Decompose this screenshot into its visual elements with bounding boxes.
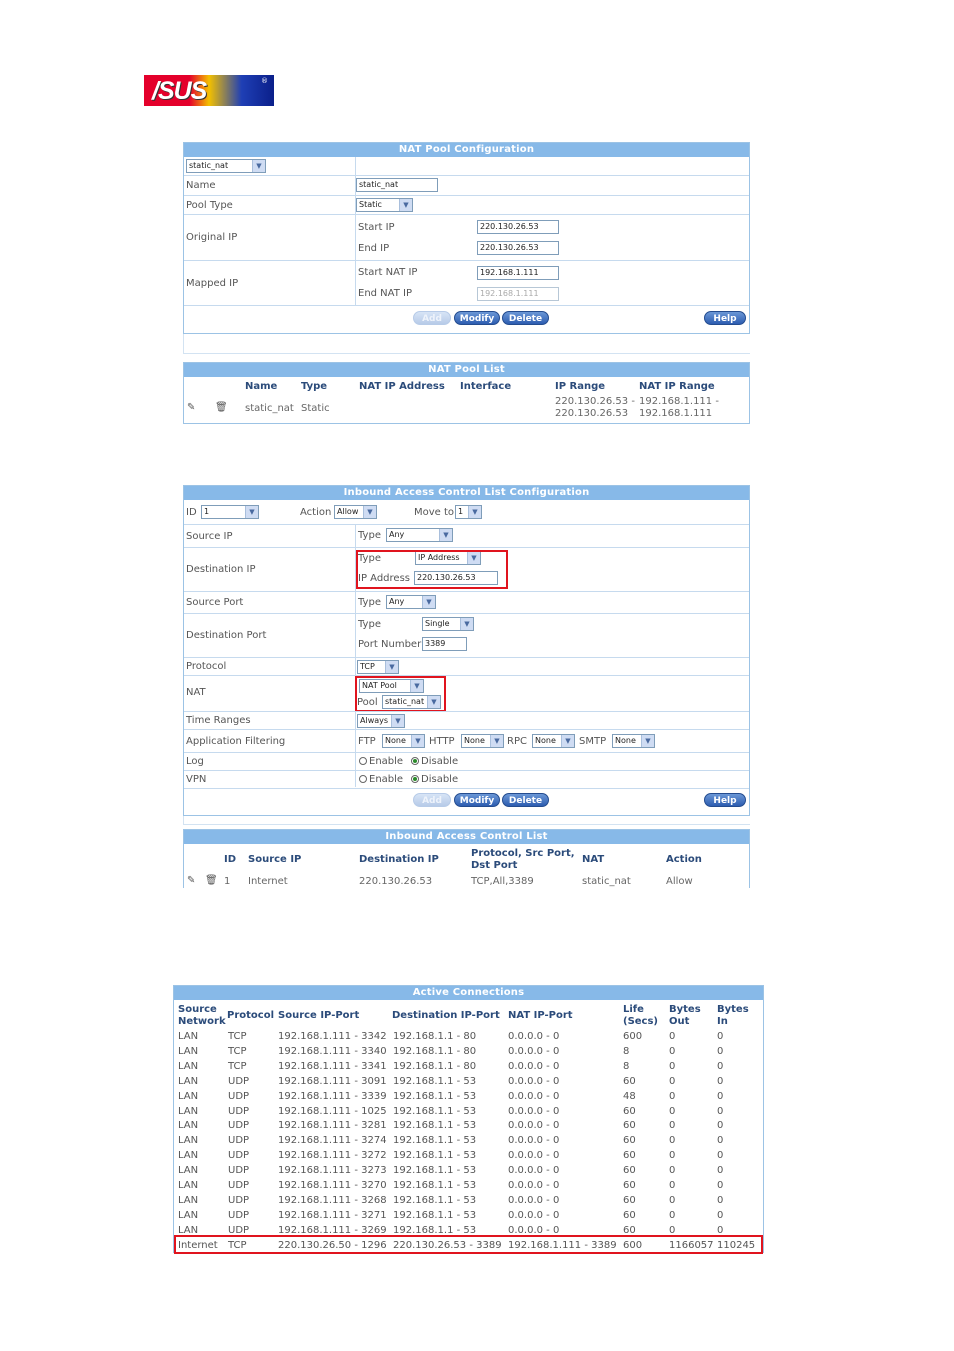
rpc-select[interactable]: None ▼ bbox=[532, 734, 575, 748]
ac-cell-src-ip-port: 192.168.1.111 - 3342 bbox=[278, 1031, 387, 1042]
ac-cell-src: LAN bbox=[178, 1150, 199, 1162]
chevron-down-icon: ▼ bbox=[427, 696, 440, 708]
time-ranges-select[interactable]: Always ▼ bbox=[357, 714, 405, 728]
chevron-down-icon: ▼ bbox=[460, 618, 473, 630]
end-ip-label: End IP bbox=[358, 243, 390, 254]
app-filter-label: Application Filtering bbox=[186, 736, 286, 747]
ac-cell-bytes-out: 1166057 bbox=[669, 1239, 714, 1251]
radio-on-icon bbox=[411, 757, 419, 765]
ac-cell-protocol: UDP bbox=[228, 1224, 250, 1236]
edit-pencil-icon[interactable]: ✎ bbox=[187, 402, 196, 413]
dest-ip-type-select[interactable]: IP Address ▼ bbox=[415, 551, 481, 565]
ac-cell-life: 600 bbox=[623, 1239, 643, 1251]
ac-cell-dst-ip-port: 192.168.1.1 - 53 bbox=[393, 1150, 477, 1162]
chevron-down-icon: ▼ bbox=[467, 552, 480, 564]
acl-modify-button[interactable]: Modify bbox=[454, 793, 500, 807]
ac-col-src-ip-port: Source IP-Port bbox=[278, 1010, 360, 1021]
ac-cell-src: LAN bbox=[178, 1031, 199, 1042]
ac-cell-src-ip-port: 192.168.1.111 - 3270 bbox=[278, 1180, 387, 1191]
ac-cell-protocol: UDP bbox=[228, 1150, 250, 1162]
ac-cell-nat-ip-port: 0.0.0.0 - 0 bbox=[508, 1120, 560, 1132]
ac-cell-protocol: UDP bbox=[228, 1105, 250, 1117]
pool-select[interactable]: static_nat ▼ bbox=[186, 159, 266, 173]
ac-cell-bytes-in: 0 bbox=[717, 1105, 724, 1117]
ac-cell-bytes-in: 110245 bbox=[717, 1239, 756, 1251]
acl-config-title: Inbound Access Control List Configuration bbox=[184, 486, 749, 500]
highlight-dest-ip bbox=[356, 550, 508, 589]
col-nat-ip: NAT IP Address bbox=[359, 381, 445, 392]
port-number-label: Port Number bbox=[358, 639, 422, 650]
radio-off-icon bbox=[359, 775, 367, 783]
acl-row-id: 1 bbox=[224, 876, 231, 887]
ac-cell-nat-ip-port: 0.0.0.0 - 0 bbox=[508, 1105, 560, 1117]
log-label: Log bbox=[186, 756, 204, 767]
http-select[interactable]: None ▼ bbox=[461, 734, 504, 748]
ac-cell-life: 60 bbox=[623, 1120, 636, 1132]
acl-col-id: ID bbox=[224, 854, 237, 865]
ac-cell-bytes-out: 0 bbox=[669, 1075, 676, 1087]
ac-cell-nat-ip-port: 0.0.0.0 - 0 bbox=[508, 1150, 560, 1162]
ac-cell-nat-ip-port: 0.0.0.0 - 0 bbox=[508, 1224, 560, 1236]
ac-cell-protocol: TCP bbox=[228, 1045, 247, 1057]
ac-cell-life: 8 bbox=[623, 1060, 630, 1072]
ac-cell-src-ip-port: 192.168.1.111 - 3271 bbox=[278, 1209, 387, 1221]
radio-off-icon bbox=[359, 757, 367, 765]
acl-col-proto-1: Protocol, Src Port, bbox=[471, 848, 575, 859]
help-button[interactable]: Help bbox=[704, 311, 746, 325]
ac-cell-src-ip-port: 192.168.1.111 - 3273 bbox=[278, 1165, 387, 1177]
ac-cell-bytes-in: 0 bbox=[717, 1031, 724, 1042]
ac-cell-bytes-in: 0 bbox=[717, 1060, 724, 1072]
row-name: static_nat bbox=[245, 403, 294, 414]
ac-cell-protocol: UDP bbox=[228, 1209, 250, 1221]
dest-port-type-select[interactable]: Single ▼ bbox=[422, 617, 474, 631]
acl-row-action: Allow bbox=[666, 876, 693, 887]
protocol-label: Protocol bbox=[186, 661, 227, 672]
acl-delete-button[interactable]: Delete bbox=[502, 793, 549, 807]
ac-cell-dst-ip-port: 192.168.1.1 - 80 bbox=[393, 1060, 477, 1072]
chevron-down-icon: ▼ bbox=[422, 596, 435, 608]
ac-cell-life: 60 bbox=[623, 1180, 636, 1191]
pool-label: Pool bbox=[357, 697, 378, 708]
dest-ip-type-label: Type bbox=[358, 553, 381, 564]
end-nat-ip-label: End NAT IP bbox=[358, 288, 412, 299]
highlight-nat bbox=[355, 676, 446, 712]
ac-cell-bytes-out: 0 bbox=[669, 1165, 676, 1177]
ac-cell-dst-ip-port: 192.168.1.1 - 53 bbox=[393, 1165, 477, 1177]
ac-col-src-1: Source bbox=[178, 1004, 217, 1015]
source-port-type-select[interactable]: Any ▼ bbox=[386, 595, 436, 609]
ac-cell-nat-ip-port: 0.0.0.0 - 0 bbox=[508, 1165, 560, 1177]
acl-col-dst-ip: Destination IP bbox=[359, 854, 439, 865]
ac-cell-bytes-out: 0 bbox=[669, 1031, 676, 1042]
ac-col-out-2: Out bbox=[669, 1016, 690, 1027]
ac-cell-nat-ip-port: 0.0.0.0 - 0 bbox=[508, 1194, 560, 1206]
action-label: Action bbox=[300, 507, 332, 518]
ip-address-label: IP Address bbox=[358, 573, 410, 584]
pool-type-label: Pool Type bbox=[186, 200, 233, 211]
acl-row-dst-ip: 220.130.26.53 bbox=[359, 876, 433, 887]
ac-cell-src: LAN bbox=[178, 1224, 199, 1236]
ac-cell-protocol: UDP bbox=[228, 1165, 250, 1177]
modify-button[interactable]: Modify bbox=[454, 311, 500, 325]
ac-cell-dst-ip-port: 192.168.1.1 - 53 bbox=[393, 1194, 477, 1206]
col-ip-range: IP Range bbox=[555, 381, 606, 392]
name-label: Name bbox=[186, 180, 216, 191]
ac-cell-protocol: TCP bbox=[228, 1031, 247, 1042]
ac-cell-dst-ip-port: 192.168.1.1 - 53 bbox=[393, 1105, 477, 1117]
protocol-select[interactable]: TCP ▼ bbox=[357, 660, 399, 674]
ac-cell-bytes-in: 0 bbox=[717, 1090, 724, 1102]
name-input[interactable]: static_nat bbox=[356, 178, 438, 192]
acl-help-button[interactable]: Help bbox=[704, 793, 746, 807]
acl-list-panel bbox=[183, 829, 750, 888]
asus-logo bbox=[144, 75, 274, 106]
nat-pool-list-panel bbox=[183, 362, 750, 424]
ip-address-input[interactable]: 220.130.26.53 bbox=[414, 571, 498, 585]
mapped-ip-label: Mapped IP bbox=[186, 278, 239, 289]
ac-cell-src: LAN bbox=[178, 1045, 199, 1057]
add-button: Add bbox=[413, 311, 451, 325]
acl-row-proto: TCP,All,3389 bbox=[471, 876, 534, 887]
ac-cell-src-ip-port: 192.168.1.111 - 3339 bbox=[278, 1090, 387, 1102]
ac-cell-dst-ip-port: 192.168.1.1 - 53 bbox=[393, 1075, 477, 1087]
ac-cell-life: 48 bbox=[623, 1090, 636, 1102]
vpn-enable-radio[interactable]: Enable bbox=[359, 774, 403, 785]
ac-cell-dst-ip-port: 192.168.1.1 - 80 bbox=[393, 1031, 477, 1042]
ftp-select[interactable]: None ▼ bbox=[382, 734, 425, 748]
moveto-select[interactable]: 1 ▼ bbox=[455, 505, 482, 519]
ac-cell-life: 60 bbox=[623, 1209, 636, 1221]
ac-cell-src-ip-port: 220.130.26.50 - 1296 bbox=[278, 1239, 387, 1251]
ac-cell-bytes-in: 0 bbox=[717, 1209, 724, 1221]
trash-icon[interactable]: 🗑 bbox=[215, 402, 228, 413]
ac-col-in-2: In bbox=[717, 1016, 728, 1027]
ac-cell-bytes-in: 0 bbox=[717, 1194, 724, 1206]
ac-cell-life: 8 bbox=[623, 1045, 630, 1057]
ac-cell-protocol: UDP bbox=[228, 1135, 250, 1147]
log-disable-radio[interactable]: Disable bbox=[411, 756, 458, 767]
acl-col-action: Action bbox=[666, 854, 702, 865]
acl-add-button: Add bbox=[413, 793, 451, 807]
row-ip-range-2: 220.130.26.53 bbox=[555, 408, 629, 419]
ac-cell-src-ip-port: 192.168.1.111 - 3091 bbox=[278, 1075, 387, 1087]
ac-cell-src: LAN bbox=[178, 1075, 199, 1087]
delete-button[interactable]: Delete bbox=[502, 311, 549, 325]
pool-select-acl[interactable]: static_nat ▼ bbox=[382, 695, 441, 709]
ac-cell-nat-ip-port: 0.0.0.0 - 0 bbox=[508, 1209, 560, 1221]
logo-text: /SUS bbox=[152, 77, 207, 105]
highlight-internet-row bbox=[174, 1235, 763, 1254]
ac-cell-bytes-out: 0 bbox=[669, 1150, 676, 1162]
id-select[interactable]: 1 ▼ bbox=[201, 505, 259, 519]
ac-cell-src: LAN bbox=[178, 1120, 199, 1132]
start-nat-ip-input[interactable]: 192.168.1.111 bbox=[477, 266, 559, 280]
dest-port-type-label: Type bbox=[358, 619, 381, 630]
trash-icon[interactable]: 🗑 bbox=[205, 875, 218, 886]
ac-cell-bytes-out: 0 bbox=[669, 1120, 676, 1132]
ac-cell-protocol: TCP bbox=[228, 1239, 247, 1251]
ac-cell-bytes-out: 0 bbox=[669, 1180, 676, 1191]
chevron-down-icon: ▼ bbox=[245, 506, 258, 518]
active-connections-panel bbox=[173, 985, 764, 1253]
start-nat-ip-label: Start NAT IP bbox=[358, 267, 418, 278]
ac-cell-dst-ip-port: 192.168.1.1 - 53 bbox=[393, 1135, 477, 1147]
row-ip-range-1: 220.130.26.53 - bbox=[555, 396, 635, 407]
ac-cell-bytes-out: 0 bbox=[669, 1105, 676, 1117]
acl-list-title: Inbound Access Control List bbox=[184, 830, 749, 844]
active-connections-title: Active Connections bbox=[174, 986, 763, 1000]
smtp-label: SMTP bbox=[579, 736, 607, 747]
ac-col-src-2: Network bbox=[178, 1016, 226, 1027]
ac-cell-nat-ip-port: 0.0.0.0 - 0 bbox=[508, 1060, 560, 1072]
ac-cell-src-ip-port: 192.168.1.111 - 3274 bbox=[278, 1135, 387, 1147]
source-ip-type-select[interactable]: Any ▼ bbox=[386, 528, 453, 542]
ac-cell-protocol: UDP bbox=[228, 1180, 250, 1191]
ac-col-life-1: Life bbox=[623, 1004, 644, 1015]
ac-cell-protocol: UDP bbox=[228, 1090, 250, 1102]
id-label: ID bbox=[186, 507, 197, 518]
ac-cell-bytes-in: 0 bbox=[717, 1165, 724, 1177]
ac-cell-nat-ip-port: 0.0.0.0 - 0 bbox=[508, 1075, 560, 1087]
ac-cell-src: Internet bbox=[178, 1239, 218, 1251]
ac-cell-dst-ip-port: 192.168.1.1 - 53 bbox=[393, 1090, 477, 1102]
ac-cell-src-ip-port: 192.168.1.111 - 3269 bbox=[278, 1224, 387, 1236]
ac-cell-life: 60 bbox=[623, 1194, 636, 1206]
action-select[interactable]: Allow ▼ bbox=[334, 505, 377, 519]
ac-cell-life: 60 bbox=[623, 1135, 636, 1147]
ac-cell-bytes-out: 0 bbox=[669, 1090, 676, 1102]
ac-cell-nat-ip-port: 0.0.0.0 - 0 bbox=[508, 1045, 560, 1057]
end-nat-ip-input: 192.168.1.111 bbox=[477, 287, 559, 301]
ac-cell-bytes-in: 0 bbox=[717, 1120, 724, 1132]
chevron-down-icon: ▼ bbox=[468, 506, 481, 518]
ac-cell-dst-ip-port: 192.168.1.1 - 53 bbox=[393, 1180, 477, 1191]
ac-cell-bytes-out: 0 bbox=[669, 1209, 676, 1221]
acl-col-nat: NAT bbox=[582, 854, 605, 865]
chevron-down-icon: ▼ bbox=[399, 199, 412, 211]
ac-cell-bytes-out: 0 bbox=[669, 1194, 676, 1206]
source-ip-type-label: Type bbox=[358, 530, 381, 541]
ac-cell-src: LAN bbox=[178, 1209, 199, 1221]
http-label: HTTP bbox=[429, 736, 455, 747]
chevron-down-icon: ▼ bbox=[411, 735, 424, 747]
row-nat-range-2: 192.168.1.111 bbox=[639, 408, 713, 419]
ac-cell-src: LAN bbox=[178, 1180, 199, 1191]
ac-cell-src: LAN bbox=[178, 1135, 199, 1147]
acl-config-panel bbox=[183, 485, 750, 816]
time-ranges-label: Time Ranges bbox=[186, 715, 251, 726]
ac-cell-life: 60 bbox=[623, 1105, 636, 1117]
chevron-down-icon: ▼ bbox=[363, 506, 376, 518]
ac-col-nat-ip-port: NAT IP-Port bbox=[508, 1010, 573, 1021]
nat-pool-config-panel bbox=[183, 142, 750, 334]
ac-cell-life: 60 bbox=[623, 1224, 636, 1236]
ac-cell-protocol: UDP bbox=[228, 1120, 250, 1132]
chevron-down-icon: ▼ bbox=[641, 735, 654, 747]
ac-cell-dst-ip-port: 220.130.26.53 - 3389 bbox=[393, 1239, 502, 1251]
chevron-down-icon: ▼ bbox=[410, 680, 423, 692]
start-ip-input[interactable]: 220.130.26.53 bbox=[477, 220, 559, 234]
nat-pool-config-title: NAT Pool Configuration bbox=[184, 143, 749, 157]
ac-cell-dst-ip-port: 192.168.1.1 - 53 bbox=[393, 1224, 477, 1236]
ac-col-life-2: (Secs) bbox=[623, 1016, 659, 1027]
ac-cell-src-ip-port: 192.168.1.111 - 3340 bbox=[278, 1045, 387, 1057]
row-type: Static bbox=[301, 403, 330, 414]
ac-col-dst-ip-port: Destination IP-Port bbox=[392, 1010, 500, 1021]
acl-row-src-ip: Internet bbox=[248, 876, 288, 887]
row-nat-range-1: 192.168.1.111 - bbox=[639, 396, 719, 407]
ac-cell-bytes-in: 0 bbox=[717, 1224, 724, 1236]
logo-registered-mark: ® bbox=[261, 77, 268, 85]
pool-type-select[interactable]: Static ▼ bbox=[356, 198, 413, 212]
ac-cell-dst-ip-port: 192.168.1.1 - 80 bbox=[393, 1045, 477, 1057]
acl-col-src-ip: Source IP bbox=[248, 854, 302, 865]
vpn-disable-radio[interactable]: Disable bbox=[411, 774, 458, 785]
ac-cell-bytes-in: 0 bbox=[717, 1180, 724, 1191]
ac-cell-bytes-out: 0 bbox=[669, 1060, 676, 1072]
radio-on-icon bbox=[411, 775, 419, 783]
ac-cell-dst-ip-port: 192.168.1.1 - 53 bbox=[393, 1120, 477, 1132]
ac-cell-src: LAN bbox=[178, 1165, 199, 1177]
ac-cell-nat-ip-port: 192.168.1.111 - 3389 bbox=[508, 1239, 617, 1251]
ac-cell-nat-ip-port: 0.0.0.0 - 0 bbox=[508, 1180, 560, 1191]
ac-cell-life: 60 bbox=[623, 1075, 636, 1087]
ac-cell-src-ip-port: 192.168.1.111 - 3272 bbox=[278, 1150, 387, 1162]
chevron-down-icon: ▼ bbox=[490, 735, 503, 747]
chevron-down-icon: ▼ bbox=[439, 529, 452, 541]
ac-cell-bytes-in: 0 bbox=[717, 1150, 724, 1162]
acl-row-nat: static_nat bbox=[582, 876, 631, 887]
ac-cell-life: 60 bbox=[623, 1150, 636, 1162]
ac-cell-bytes-out: 0 bbox=[669, 1045, 676, 1057]
ac-cell-src: LAN bbox=[178, 1060, 199, 1072]
ac-cell-protocol: UDP bbox=[228, 1075, 250, 1087]
ac-cell-src: LAN bbox=[178, 1194, 199, 1206]
dest-port-label: Destination Port bbox=[186, 630, 267, 641]
source-ip-label: Source IP bbox=[186, 531, 233, 542]
source-port-type-label: Type bbox=[358, 597, 381, 608]
col-type: Type bbox=[301, 381, 328, 392]
col-name: Name bbox=[245, 381, 278, 392]
col-nat-ip-range: NAT IP Range bbox=[639, 381, 715, 392]
ac-cell-src: LAN bbox=[178, 1105, 199, 1117]
ac-cell-bytes-in: 0 bbox=[717, 1135, 724, 1147]
chevron-down-icon: ▼ bbox=[385, 661, 398, 673]
source-port-label: Source Port bbox=[186, 597, 244, 608]
end-ip-input[interactable]: 220.130.26.53 bbox=[477, 241, 559, 255]
ac-cell-nat-ip-port: 0.0.0.0 - 0 bbox=[508, 1135, 560, 1147]
ac-cell-bytes-out: 0 bbox=[669, 1224, 676, 1236]
dest-ip-label: Destination IP bbox=[186, 564, 256, 575]
ac-cell-protocol: TCP bbox=[228, 1060, 247, 1072]
rpc-label: RPC bbox=[507, 736, 527, 747]
ac-cell-bytes-in: 0 bbox=[717, 1075, 724, 1087]
ac-col-in-1: Bytes bbox=[717, 1004, 749, 1015]
original-ip-label: Original IP bbox=[186, 232, 238, 243]
port-number-input[interactable]: 3389 bbox=[422, 637, 467, 651]
ac-cell-src-ip-port: 192.168.1.111 - 3281 bbox=[278, 1120, 387, 1132]
edit-pencil-icon[interactable]: ✎ bbox=[187, 875, 196, 886]
ac-cell-bytes-out: 0 bbox=[669, 1135, 676, 1147]
ac-cell-life: 60 bbox=[623, 1165, 636, 1177]
ac-cell-protocol: UDP bbox=[228, 1194, 250, 1206]
nat-pool-list-title: NAT Pool List bbox=[184, 363, 749, 377]
start-ip-label: Start IP bbox=[358, 222, 395, 233]
ac-col-protocol: Protocol bbox=[227, 1010, 275, 1021]
ac-cell-nat-ip-port: 0.0.0.0 - 0 bbox=[508, 1090, 560, 1102]
ac-cell-src-ip-port: 192.168.1.111 - 3268 bbox=[278, 1194, 387, 1206]
ac-cell-nat-ip-port: 0.0.0.0 - 0 bbox=[508, 1031, 560, 1042]
ac-cell-src: LAN bbox=[178, 1090, 199, 1102]
ac-cell-src-ip-port: 192.168.1.111 - 1025 bbox=[278, 1105, 387, 1117]
ac-cell-bytes-in: 0 bbox=[717, 1045, 724, 1057]
smtp-select[interactable]: None ▼ bbox=[612, 734, 655, 748]
acl-col-proto-2: Dst Port bbox=[471, 860, 518, 871]
ac-cell-src-ip-port: 192.168.1.111 - 3341 bbox=[278, 1060, 387, 1072]
ac-col-out-1: Bytes bbox=[669, 1004, 701, 1015]
ac-cell-life: 600 bbox=[623, 1031, 643, 1042]
nat-select[interactable]: NAT Pool ▼ bbox=[359, 679, 424, 693]
chevron-down-icon: ▼ bbox=[561, 735, 574, 747]
chevron-down-icon: ▼ bbox=[252, 160, 265, 172]
nat-label: NAT bbox=[186, 687, 206, 698]
col-interface: Interface bbox=[460, 381, 512, 392]
chevron-down-icon: ▼ bbox=[391, 715, 404, 727]
ftp-label: FTP bbox=[358, 736, 376, 747]
ac-cell-dst-ip-port: 192.168.1.1 - 53 bbox=[393, 1209, 477, 1221]
moveto-label: Move to bbox=[414, 507, 455, 518]
vpn-label: VPN bbox=[186, 774, 207, 785]
log-enable-radio[interactable]: Enable bbox=[359, 756, 403, 767]
